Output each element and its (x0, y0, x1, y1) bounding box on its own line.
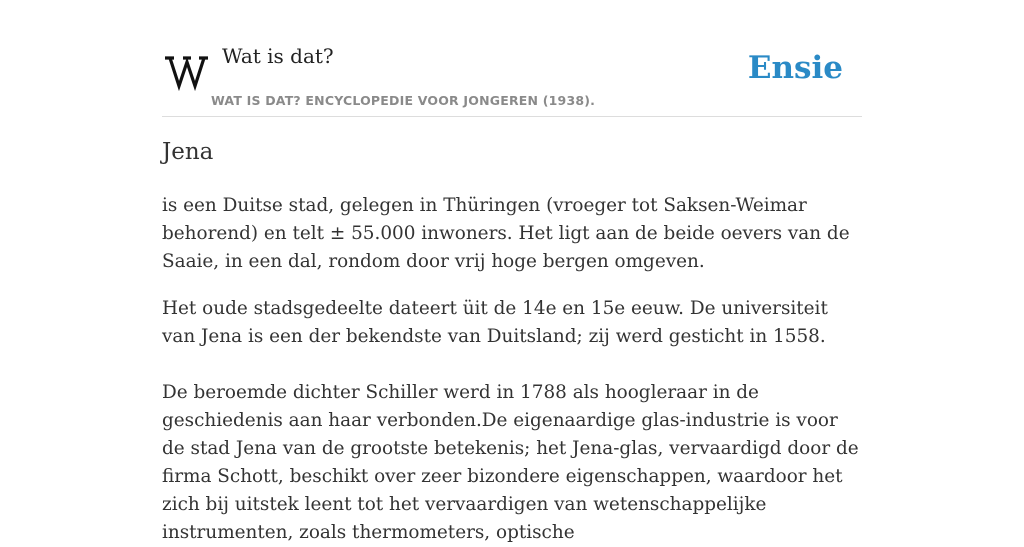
entry-paragraph: De beroemde dichter Schiller werd in 1788 als hoogleraar in de geschiedenis aan haar verbonden.De eigenaardige glas-industrie is voor de stad Jena van de grootste betekenis; het Jena-glas, vervaardigd door de firma Schott, beschikt over zeer bizondere eigenschappen, waardoor het zich bij uitstek leent tot het vervaardigen van wetenschappelijke instrumenten, zoals thermometers, optische (162, 382, 859, 543)
entry-paragraph: Het oude stadsgedeelte dateert üit de 14e en 15e eeuw. De universiteit van Jena is een der bekendste van Duitsland; zij werd gesticht in 1558. (162, 298, 828, 347)
wikipedia-w-icon[interactable] (164, 52, 208, 90)
site-title[interactable]: Wat is dat? (222, 44, 334, 68)
page-container (162, 0, 862, 543)
header (162, 0, 862, 117)
source-subtitle: WAT IS DAT? ENCYCLOPEDIE VOOR JONGEREN (1938). (211, 93, 596, 108)
entry-paragraph: is een Duitse stad, gelegen in Thüringen (vroeger tot Saksen-Weimar behorend) en telt ± 55.000 inwoners. Het ligt aan de beide oevers van de Saaie, in een dal, rondom door vrij hoge bergen omgeven. (162, 195, 850, 272)
entry-title: Jena (162, 139, 214, 165)
brand-link[interactable]: Ensie (747, 50, 843, 86)
